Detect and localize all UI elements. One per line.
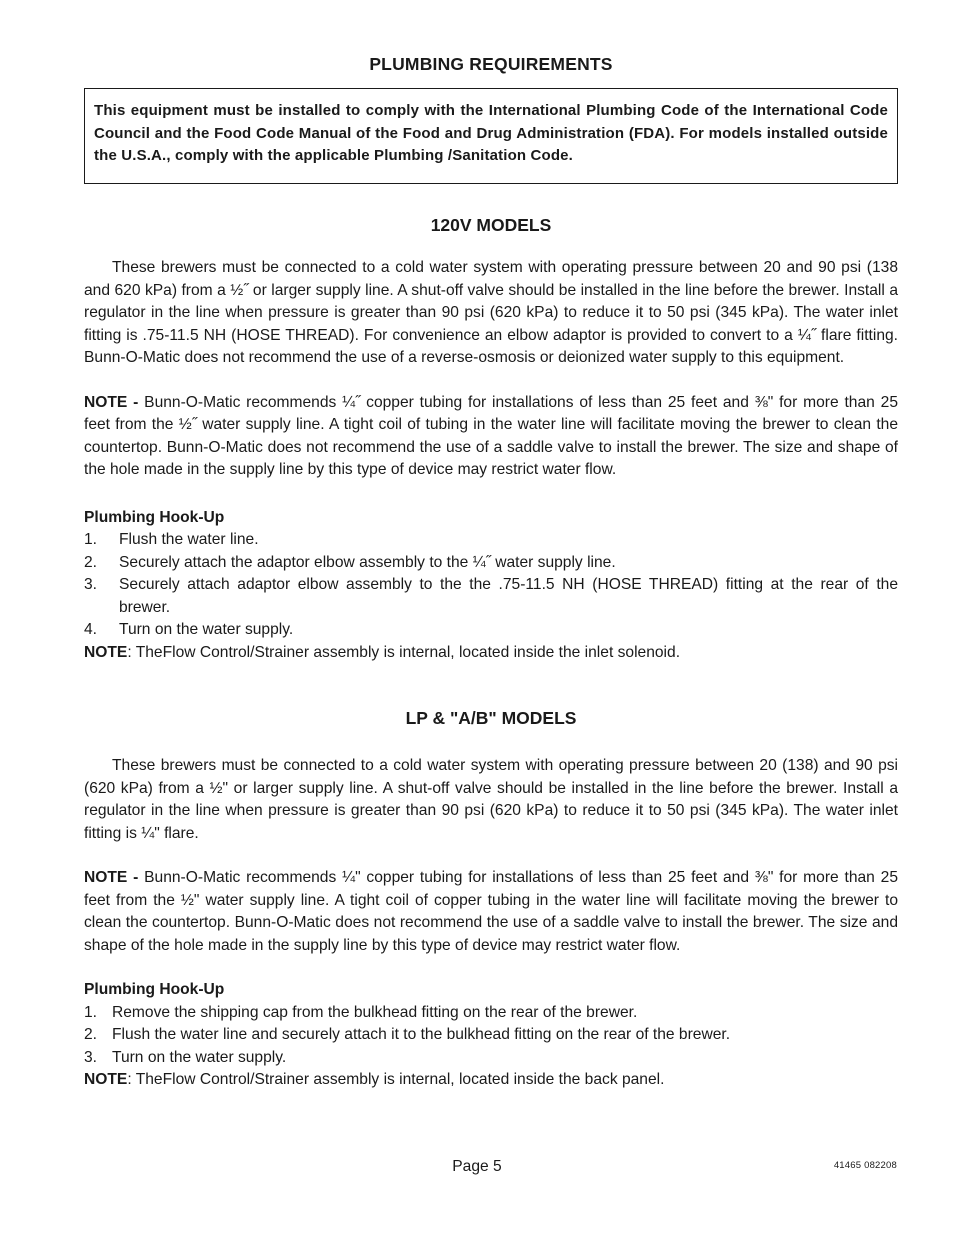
list-item: 4. Turn on the water supply. [84,621,294,638]
hookup-title-120v: Plumbing Hook-Up [84,508,225,526]
document-page [84,52,898,1092]
note-label: NOTE - [84,393,139,411]
compliance-notice-box: This equipment must be installed to comply with the International Plumbing Code of the International Code Council and the Food Code Manual of the Food and Drug Administration (FDA). For models installed outside the U.S.A., comply with the applicable Plumbing /Sanitation Code. [84,88,898,184]
list-item: 2. Flush the water line and securely attach it to the bulkhead fitting on the rear of the brewer. [84,1026,731,1043]
page-title: PLUMBING REQUIREMENTS [369,54,613,74]
page-number: Page 5 [452,1158,502,1175]
list-item: 1. Remove the shipping cap from the bulkhead fitting on the rear of the brewer. [84,1003,638,1021]
list-item: 2. Securely attach the adaptor elbow assembly to the ¼˝ water supply line. [84,553,616,571]
hookup-title-lp-ab: Plumbing Hook-Up [84,981,225,998]
section-title-lp-ab: LP & "A/B" MODELS [405,708,577,728]
section-lp-ab-intro: These brewers must be connected to a cold water system with operating pressure between 20 (138) and 90 psi (620 kPa) from a ½" or larger supply line. A shut-off valve should be installed in the line before the brewer. Install a regulator in the line when pressure is greater than 90 psi (620 kPa) to reduce it to 50 psi (345 kPa). The water inlet fitting is ¼" flare. [84,757,898,842]
section-120v-note [84,392,898,482]
footnote-120v: NOTE: TheFlow Control/Strainer assembly is internal, located inside the inlet solenoid. [84,643,681,661]
hookup-steps-120v [84,529,898,642]
list-item: 1. Flush the water line. [84,531,259,548]
section-title-120v: 120V MODELS [430,215,552,235]
section-lp-ab-note [84,867,898,957]
note-text: Bunn-O-Matic recommends ¼" copper tubing for installations of less than 25 feet and ⅜" for more than 25 feet from the ½" water supply line. A tight coil of copper tubing in the water line will facilitate moving the brewer to clean the countertop. Bunn-O-Matic does not recommend the use of a saddle valve to install the brewer. The size and shape of the hole made in the supply line by this type of device may restrict water flow. [84,869,899,954]
note-text: Bunn-O-Matic recommends ¼˝ copper tubing for installations of less than 25 feet and ⅜" for more than 25 feet from the ½˝ water supply line. A tight coil of tubing in the water line will facilitate moving the brewer to clean the countertop. Bunn-O-Matic does not recommend the use of a saddle valve to install the brewer. The size and shape of the hole made in the supply line by this type of device may restrict water flow. [84,393,899,478]
list-item: 3. Securely attach adaptor elbow assembly to the the .75-11.5 NH (HOSE THREAD) fitting at the rear of the brewer. [84,576,898,616]
document-code: 41465 082208 [833,1160,897,1171]
note-label: NOTE - [84,869,139,886]
footnote-lp-ab: NOTE: TheFlow Control/Strainer assembly is internal, located inside the back panel. [84,1071,665,1088]
section-120v-intro: These brewers must be connected to a cold water system with operating pressure between 20 and 90 psi (138 and 620 kPa) from a ½˝ or larger supply line. A shut-off valve should be installed in the line before the brewer. Install a regulator in the line when pressure is greater than 90 psi (620 kPa) to reduce it to 50 psi (345 kPa). The water inlet fitting is .75-11.5 NH (HOSE THREAD). For convenience an elbow adaptor is provided to convert to a ¼˝ flare fitting. Bunn-O-Matic does not recommend the use of a reverse-osmosis or deionized water supply to this equipment. [84,259,898,366]
hookup-steps-lp-ab [84,1002,898,1070]
list-item: 3. Turn on the water supply. [84,1048,287,1066]
